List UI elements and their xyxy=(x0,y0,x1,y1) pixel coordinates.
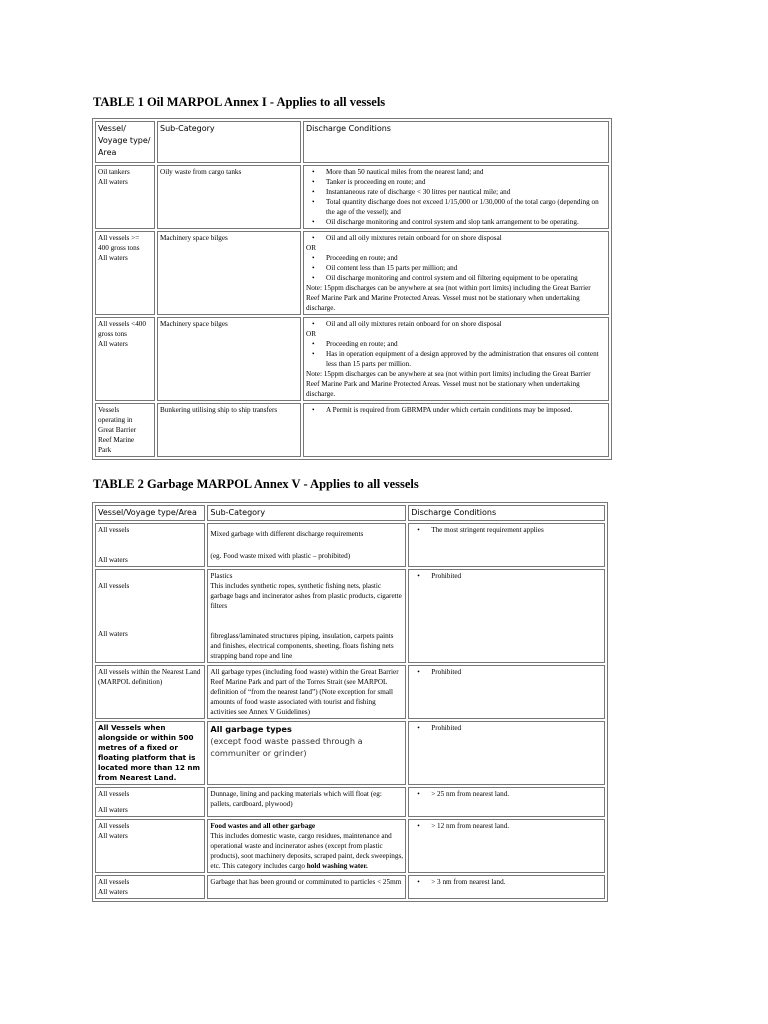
table2-title: TABLE 2 Garbage MARPOL Annex V - Applies to all vessels xyxy=(93,477,419,491)
list-item: • Oil discharge monitoring and control system and slop tank arrangement to be operating. xyxy=(306,217,606,227)
table2-header-subcategory: Sub-Category xyxy=(207,505,406,521)
table-row xyxy=(95,721,605,785)
list-item: • More than 50 nautical miles from the nearest land; and xyxy=(306,167,606,177)
table1-row2-conditions xyxy=(303,231,609,315)
table-row xyxy=(95,875,605,899)
table2-header-row xyxy=(95,505,605,521)
list-item: • Prohibited xyxy=(411,571,602,581)
table-row xyxy=(95,403,609,457)
table2-row1-conditions xyxy=(408,523,605,567)
food-waste-body: This includes domestic waste, cargo residues, maintenance and operational waste and incinerator ashes (except from plastic products), soot machinery deposits, scraped paint, deck sweepings, etc. This category includes cargo hold washing water. xyxy=(210,832,404,870)
table1-row4-vessel: Vessels operating in Great Barrier Reef Marine Park xyxy=(95,403,155,457)
list-item: • > 3 nm from nearest land. xyxy=(411,877,602,887)
list-item: • > 12 nm from nearest land. xyxy=(411,821,602,831)
list-item: • Prohibited xyxy=(411,723,602,733)
food-waste-title: Food wastes and all other garbage xyxy=(210,822,316,830)
table1-header-subcategory: Sub-Category xyxy=(157,121,301,163)
table1-header-vessel: Vessel/ Voyage type/ Area xyxy=(95,121,155,163)
table-row xyxy=(95,665,605,719)
table2-row3-conditions xyxy=(408,665,605,719)
table1-row3-vessel: All vessels <400 gross tons All waters xyxy=(95,317,155,401)
list-item: • > 25 nm from nearest land. xyxy=(411,789,602,799)
table2-row4-subcategory: All garbage types (except food waste passed through a communiter or grinder) xyxy=(207,721,406,785)
table2-row4-vessel: All Vessels when alongside or within 500 metres of a fixed or floating platform that is located more than 12 nm from Nearest Land. xyxy=(95,721,205,785)
table2-row1-vessel: All vessels All waters xyxy=(95,523,205,567)
table2-row5-subcategory: Dunnage, lining and packing materials which will float (eg: pallets, cardboard, plywood) xyxy=(207,787,406,817)
table2-row2-conditions xyxy=(408,569,605,663)
table1-oil-marpol xyxy=(92,118,612,460)
table-row xyxy=(95,523,605,567)
table2-row2-vessel: All vessels All waters xyxy=(95,569,205,663)
table2-header-discharge: Discharge Conditions xyxy=(408,505,605,521)
table2-row6-subcategory xyxy=(207,819,406,873)
table2-row2-subcategory: Plastics This includes synthetic ropes, synthetic fishing nets, plastic garbage bags and incinerator ashes from plastic products, cigarette filters fibreglass/laminated structures piping, insulation, carpets paints and finishes, electrical components, sheeting, floats fishing nets strapping band rope and line xyxy=(207,569,406,663)
table2-row3-vessel: All vessels within the Nearest Land (MARPOL definition) xyxy=(95,665,205,719)
table1-row1-conditions xyxy=(303,165,609,229)
table2-row7-subcategory: Garbage that has been ground or comminuted to particles < 25mm xyxy=(207,875,406,899)
table2-row7-conditions xyxy=(408,875,605,899)
list-item: • Oil content less than 15 parts per million; and xyxy=(306,263,606,273)
list-item: • Proceeding en route; and xyxy=(306,339,606,349)
list-item: • Prohibited xyxy=(411,667,602,677)
table-row xyxy=(95,231,609,315)
table2-row6-conditions xyxy=(408,819,605,873)
list-item: • A Permit is required from GBRMPA under which certain conditions may be imposed. xyxy=(306,405,606,415)
list-item: • Oil discharge monitoring and control system and oil filtering equipment to be operating xyxy=(306,273,606,283)
table-row xyxy=(95,317,609,401)
table2-row5-vessel: All vessels All waters xyxy=(95,787,205,817)
table2-row4-conditions xyxy=(408,721,605,785)
table-row xyxy=(95,819,605,873)
table1-row4-conditions xyxy=(303,403,609,457)
table2-row7-vessel: All vessels All waters xyxy=(95,875,205,899)
table-row xyxy=(95,569,605,663)
or-label: OR xyxy=(306,330,316,338)
table-row xyxy=(95,787,605,817)
note-text: Note: 15ppm discharges can be anywhere at sea (not within port limits) including the Great Barrier Reef Marine Park and Marine Protected Areas. Vessel must not be stationary when undertaking discharge. xyxy=(306,370,591,398)
table2-row6-vessel: All vessels All waters xyxy=(95,819,205,873)
list-item: • Has in operation equipment of a design approved by the administration that ensures oil content less than 15 parts per million. xyxy=(306,349,606,369)
list-item: • Instantaneous rate of discharge < 30 litres per nautical mile; and xyxy=(306,187,606,197)
table2-row3-subcategory: All garbage types (including food waste) within the Great Barrier Reef Marine Park and part of the Torres Strait (see MARPOL definition of “from the nearest land”) (Note exception for small amounts of food waste associated with tourist and fishing activities see Annex V Guidelines) xyxy=(207,665,406,719)
list-item: • Proceeding en route; and xyxy=(306,253,606,263)
list-item: • Oil and all oily mixtures retain onboard for on shore disposal xyxy=(306,233,606,243)
table1-row2-subcategory: Machinery space bilges xyxy=(157,231,301,315)
list-item: • Total quantity discharge does not exceed 1/15,000 or 1/30,000 of the total cargo (depending on the age of the vessel); and xyxy=(306,197,606,217)
table2-row1-subcategory: Mixed garbage with different discharge requirements (eg. Food waste mixed with plastic – prohibited) xyxy=(207,523,406,567)
table1-row4-subcategory: Bunkering utilising ship to ship transfers xyxy=(157,403,301,457)
table-row xyxy=(95,165,609,229)
or-label: OR xyxy=(306,244,316,252)
table2-row5-conditions xyxy=(408,787,605,817)
list-item: • The most stringent requirement applies xyxy=(411,525,602,535)
table1-title: TABLE 1 Oil MARPOL Annex I - Applies to all vessels xyxy=(93,95,386,109)
table1-row3-conditions xyxy=(303,317,609,401)
note-text: Note: 15ppm discharges can be anywhere at sea (not within port limits) including the Great Barrier Reef Marine Park and Marine Protected Areas. Vessel must not be stationary when undertaking discharge. xyxy=(306,284,591,312)
table1-row3-subcategory: Machinery space bilges xyxy=(157,317,301,401)
table1-row1-subcategory: Oily waste from cargo tanks xyxy=(157,165,301,229)
table1-row2-vessel: All vessels >= 400 gross tons All waters xyxy=(95,231,155,315)
table1-row1-vessel: Oil tankers All waters xyxy=(95,165,155,229)
list-item: • Oil and all oily mixtures retain onboard for on shore disposal xyxy=(306,319,606,329)
list-item: • Tanker is proceeding en route; and xyxy=(306,177,606,187)
table2-header-vessel: Vessel/Voyage type/Area xyxy=(95,505,205,521)
table2-garbage-marpol xyxy=(92,502,608,902)
table1-header-discharge: Discharge Conditions xyxy=(303,121,609,163)
table1-header-row xyxy=(95,121,609,163)
